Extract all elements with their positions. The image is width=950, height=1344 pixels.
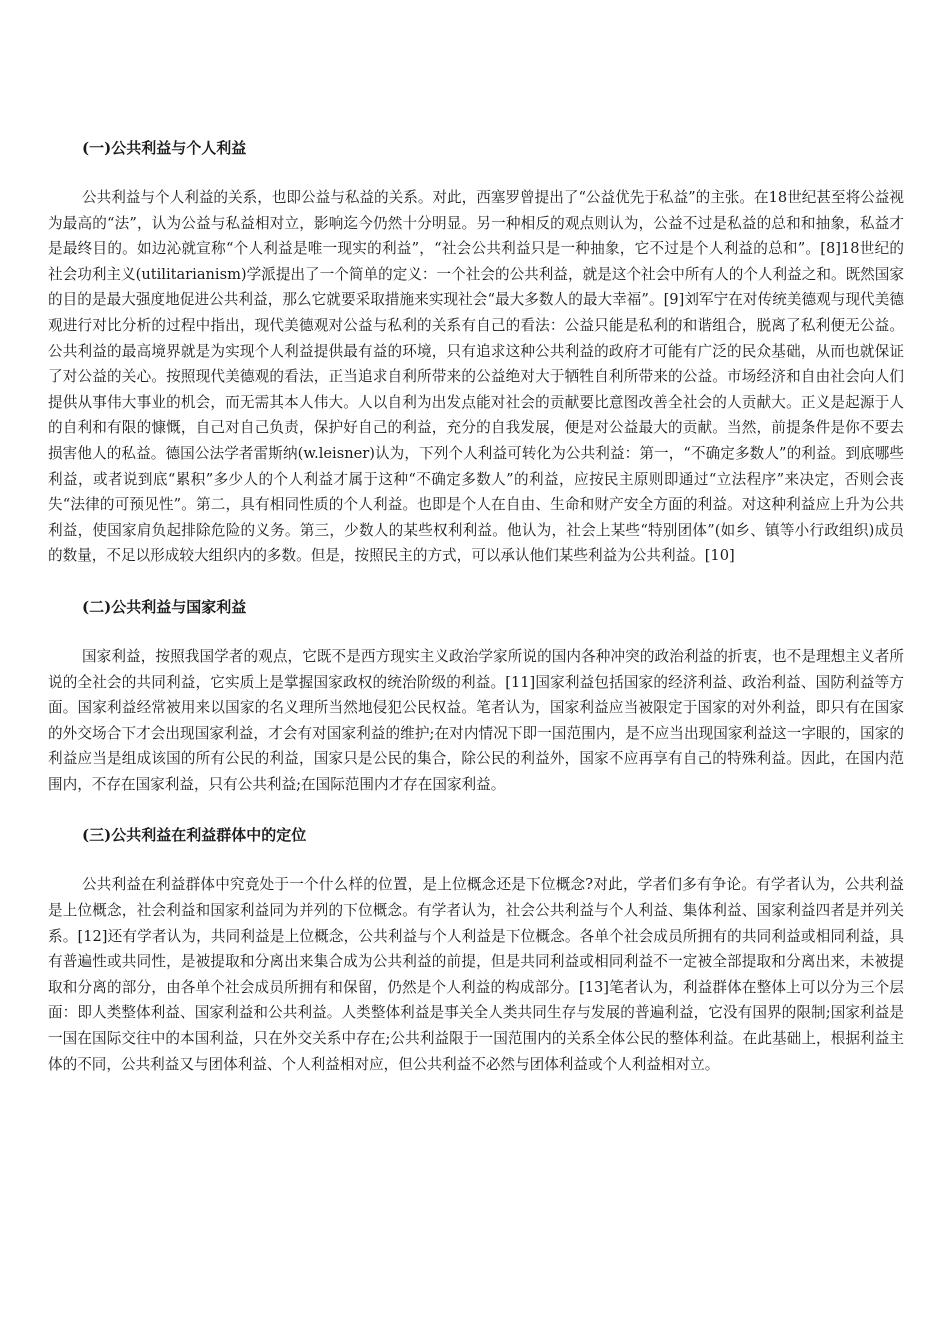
section-public-positioning xyxy=(48,823,904,1077)
section-paragraph: 国家利益，按照我国学者的观点，它既不是西方现实主义政治学家所说的国内各种冲突的政治利益的折衷，也不是理想主义者所说的全社会的共同利益，它实质上是掌握国家政权的统治阶级的利益。[11]国家利益包括国家的经济利益、政治利益、国防利益等方面。国家利益经常被用来以国家的名义理所当然地侵犯公民权益。笔者认为，国家利益应当被限定于国家的对外利益，即只有在国家的外交场合下才会出现国家利益，才会有对国家利益的维护;在对内情况下即一国范围内，是不应当出现国家利益这一字眼的，国家的利益应当是组成该国的所有公民的利益，国家只是公民的集合，除公民的利益外，国家不应再享有自己的特殊利益。因此，在国内范围内，不存在国家利益，只有公共利益;在国际范围内才存在国家利益。 xyxy=(48,647,904,793)
document-body xyxy=(48,136,904,1077)
section-heading: (一)公共利益与个人利益 xyxy=(82,139,247,157)
section-heading: (二)公共利益与国家利益 xyxy=(82,597,247,616)
section-public-vs-individual xyxy=(48,136,904,569)
section-heading: (三)公共利益在利益群体中的定位 xyxy=(82,826,307,845)
section-public-vs-state xyxy=(48,595,904,798)
section-paragraph: 公共利益与个人利益的关系，也即公益与私益的关系。对此，西塞罗曾提出了“公益优先于私益”的主张。在18世纪甚至将公益视为最高的“法”，认为公益与私益相对立，影响迄今仍然十分明显。另一种相反的观点则认为，公益不过是私益的总和和抽象，私益才是最终目的。如边沁就宣称“个人利益是唯一现实的利益”，“社会公共利益只是一种抽象，它不过是个人利益的总和”。[8]18世纪的社会功利主义(utilitarianism)学派提出了一个简单的定义：一个社会的公共利益，就是这个社会中所有人的个人利益之和。既然国家的目的是最大强度地促进公共利益，那么它就要采取措施来实现社会“最大多数人的最大幸福”。[9]刘军宁在对传统美德观与现代美德观进行对比分析的过程中指出，现代美德观对公益与私利的关系有自己的看法：公益只能是私利的和谐组合，脱离了私利便无公益。公共利益的最高境界就是为实现个人利益提供最有益的环境，只有追求这种公共利益的政府才可能有广泛的民众基础，从而也就保证了对公益的关心。按照现代美德观的看法，正当追求自利所带来的公益绝对大于牺牲自利所带来的公益。市场经济和自由社会向人们提供从事伟大事业的机会，而无需其本人伟大。人以自利为出发点能对社会的贡献要比意图改善全社会的人贡献大。正义是起源于人的自利和有限的慷慨，自己对自己负责，保护好自己的利益，充分的自我发展，便是对公益最大的贡献。当然，前提条件是你不要去损害他人的私益。德国公法学者雷斯纳(w.leisner)认为，下列个人利益可转化为公共利益：第一，“不确定多数人”的利益。到底哪些利益，或者说到底“累积”多少人的个人利益才属于这种“不确定多数人”的利益，应按民主原则即通过“立法程序”来决定，否则会丧失“法律的可预见性”。第二，具有相同性质的个人利益。也即是个人在自由、生命和财产安全方面的利益。对这种利益应上升为公共利益，使国家肩负起排除危险的义务。第三，少数人的某些权利利益。他认为，社会上某些“特别团体”(如乡、镇等小行政组织)成员的数量，不足以形成较大组织内的多数。但是，按照民主的方式，可以承认他们某些利益为公共利益。[10] xyxy=(48,189,904,565)
section-paragraph: 公共利益在利益群体中究竟处于一个什么样的位置，是上位概念还是下位概念?对此，学者们多有争论。有学者认为，公共利益是上位概念，社会利益和国家利益同为并列的下位概念。有学者认为，社会公共利益与个人利益、集体利益、国家利益四者是并列关系。[12]还有学者认为，共同利益是上位概念，公共利益与个人利益是下位概念。各单个社会成员所拥有的共同利益或相同利益，具有普遍性或共同性，是被提取和分离出来集合成为公共利益的前提，但是共同利益或相同利益不一定被全部提取和分离出来，未被提取和分离的部分，由各单个社会成员所拥有和保留，仍然是个人利益的构成部分。[13]笔者认为，利益群体在整体上可以分为三个层面：即人类整体利益、国家利益和公共利益。人类整体利益是事关全人类共同生存与发展的普遍利益，它没有国界的限制;国家利益是一国在国际交往中的本国利益，只在外交关系中存在;公共利益限于一国范围内的关系全体公民的整体利益。在此基础上，根据利益主体的不同，公共利益又与团体利益、个人利益相对应，但公共利益不必然与团体利益或个人利益相对立。 xyxy=(48,876,904,1073)
